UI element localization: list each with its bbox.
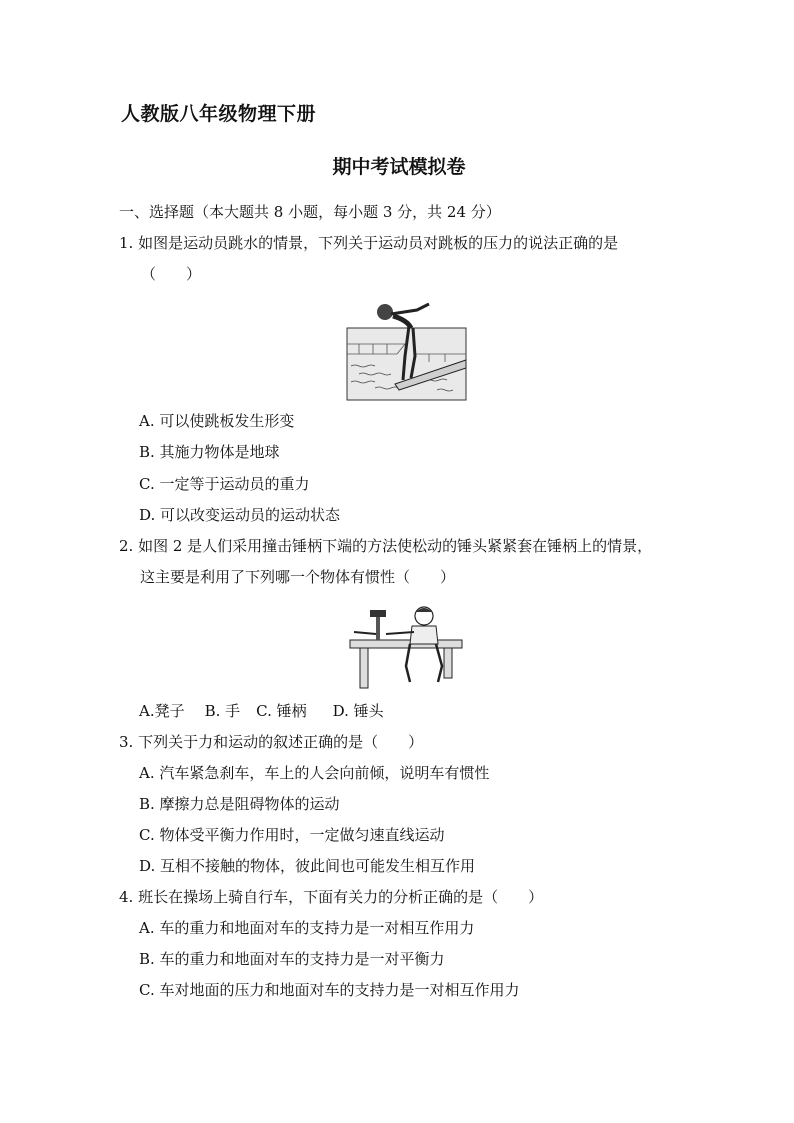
question-1-stem: 1. 如图是运动员跳水的情景，下列关于运动员对跳板的压力的说法正确的是: [119, 234, 619, 252]
question-3-option-a: A. 汽车紧急刹车，车上的人会向前倾，说明车有惯性: [139, 764, 490, 782]
question-2-option-a: A.凳子: [139, 702, 185, 720]
diver-figure: [345, 296, 468, 402]
question-1-option-b: B. 其施力物体是地球: [139, 443, 280, 461]
question-3-option-b: B. 摩擦力总是阻碍物体的运动: [139, 795, 340, 813]
question-1-option-a: A. 可以使跳板发生形变: [139, 412, 295, 430]
question-1-option-d: D. 可以改变运动员的运动状态: [139, 506, 341, 524]
question-2-stem: 2. 如图 2 是人们采用撞击锤柄下端的方法使松动的锤头紧紧套在锤柄上的情景，: [119, 537, 653, 555]
question-2-stem-cont: 这主要是利用了下列哪一个物体有惯性（ ）: [140, 568, 456, 586]
question-4-stem: 4. 班长在操场上骑自行车，下面有关力的分析正确的是（ ）: [119, 888, 544, 906]
question-2-option-b: B. 手: [204, 702, 241, 720]
question-2-option-d: D. 锤头: [332, 702, 384, 720]
question-2-option-c: C. 锤柄: [256, 702, 307, 720]
question-4-option-c: C. 车对地面的压力和地面对车的支持力是一对相互作用力: [139, 981, 520, 999]
page-title-book: 人教版八年级物理下册: [121, 103, 317, 125]
question-1-blank: （ ）: [141, 265, 202, 283]
question-4-option-b: B. 车的重力和地面对车的支持力是一对平衡力: [139, 950, 445, 968]
question-1-option-c: C. 一定等于运动员的重力: [139, 475, 310, 493]
page-title-exam: 期中考试模拟卷: [332, 156, 466, 178]
question-4-option-a: A. 车的重力和地面对车的支持力是一对相互作用力: [139, 919, 475, 937]
question-2-options: [139, 701, 384, 721]
question-3-option-c: C. 物体受平衡力作用时，一定做匀速直线运动: [139, 826, 445, 844]
question-3-stem: 3. 下列关于力和运动的叙述正确的是（ ）: [119, 733, 424, 751]
hammer-man-figure: [346, 604, 466, 690]
section-heading: 一、选择题（本大题共 8 小题，每小题 3 分，共 24 分）: [119, 203, 501, 221]
question-3-option-d: D. 互相不接触的物体，彼此间也可能发生相互作用: [139, 857, 476, 875]
